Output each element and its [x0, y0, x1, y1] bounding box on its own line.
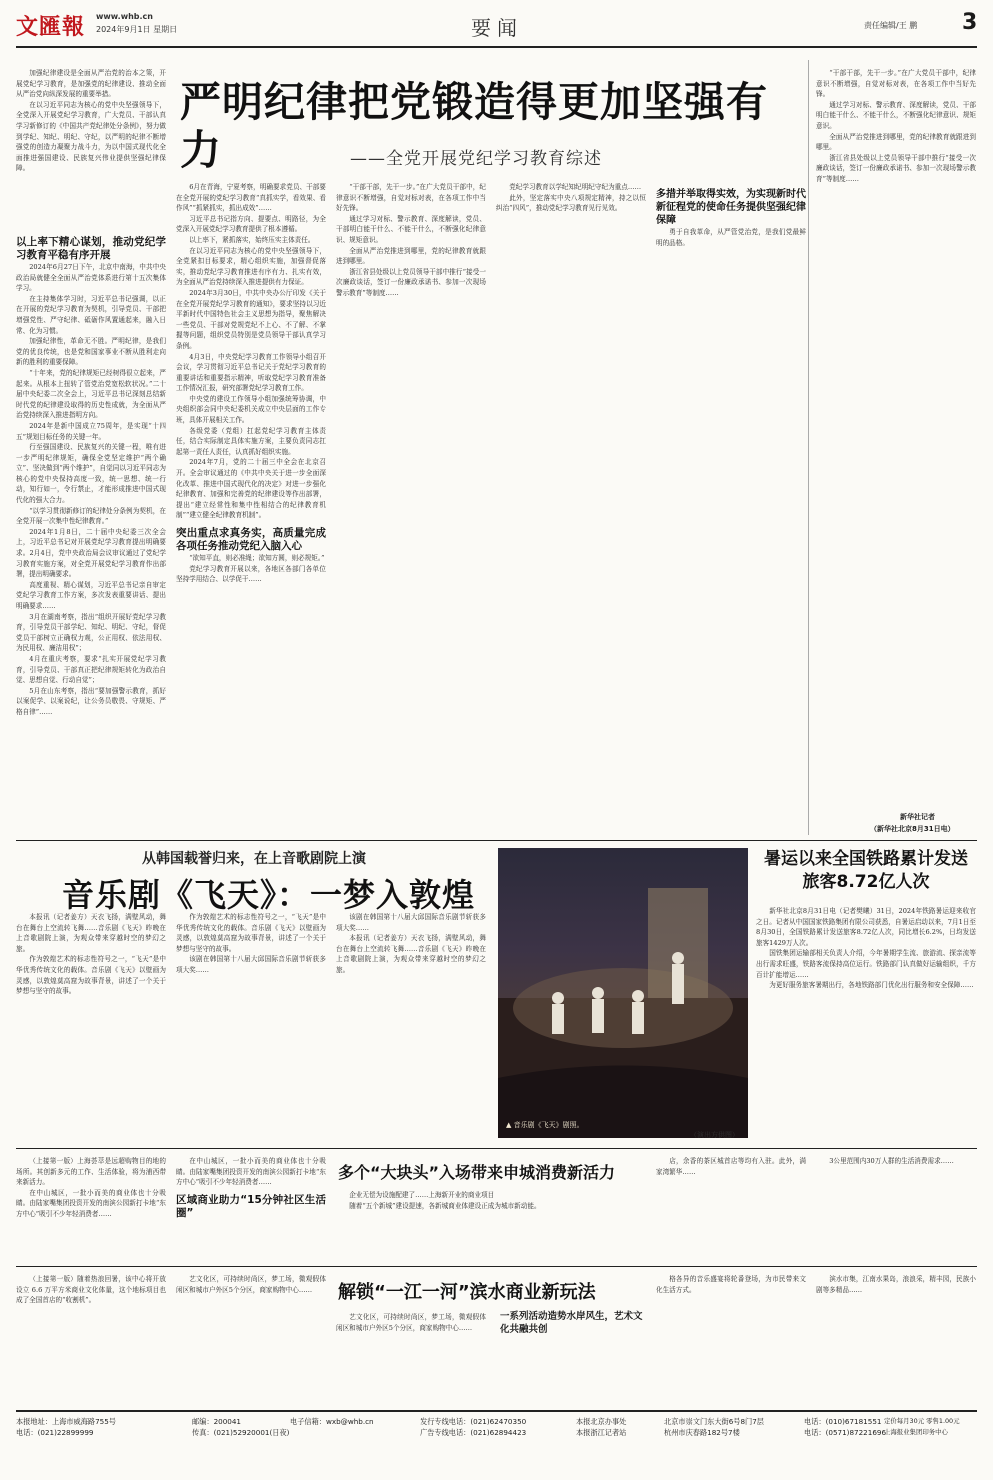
paragraph: 2024年是新中国成立75周年，是实现“十四五”规划目标任务的关键一年。 — [16, 421, 166, 441]
byline: 新华社记者 — [900, 813, 935, 821]
subhead-1: 以上率下精心谋划，推动党纪学习教育平稳有序开展 — [16, 236, 166, 261]
footer-zj: 本报浙江记者站 — [576, 1428, 627, 1437]
divider — [808, 60, 809, 835]
paragraph: 通过学习对标、警示教育、深度解读，党员、干部明白能干什么、不能干什么，不断强化纪律意识、规矩意识。 — [816, 100, 976, 130]
paragraph: “欲知平直，则必准绳；欲知方圆，则必规矩。” — [189, 554, 325, 562]
paragraph: 以上率下，紧抓落实，始终压实主体责任。 — [189, 235, 315, 244]
paragraph: 该剧在韩国第十八届大邱国际音乐剧节斩获多项大奖…… — [336, 913, 486, 932]
subhead-2: 突出重点求真务实，高质量完成各项任务推动党纪入脑入心 — [176, 527, 326, 552]
paragraph: “干部干部，先干一步。”在广大党员干部中，纪律意识不断增强，自觉对标对表，在各项工作中当好先锋。 — [336, 183, 486, 213]
paragraph: 为更好服务旅客暑期出行，各地铁路部门优化出行服务和安全保障…… — [769, 981, 974, 990]
story3-col-1 — [16, 1156, 166, 1260]
photo-caption: ▲ 音乐剧《飞天》剧照。 — [506, 1121, 584, 1129]
paragraph: 企业无偿为设施配建了……上海新开业的商业项目 — [349, 1191, 495, 1199]
footer-addr: 本报地址：上海市威海路755号 — [16, 1417, 116, 1426]
lead-subtitle: ——全党开展党纪学习教育综述 — [350, 149, 602, 169]
editor-credit: 责任编辑/王 鹏 — [864, 21, 918, 30]
section-divider — [16, 1148, 977, 1149]
paragraph: 本报讯（记者姜方）天衣飞扬，满壁风动，舞台在舞台上空流转飞舞……音乐剧《飞天》昨晚在上音歌剧院上演，为观众带来穿越时空的梦幻之旅。 — [16, 913, 166, 953]
lead-col-3 — [336, 182, 486, 830]
footer-address — [16, 1416, 186, 1438]
paragraph: 在中山城区，一批小而美的商业体也十分吸睛。由陆家嘴集团投资开发的南滨公园新打卡地“东方中心”吸引不少年轻消费者…… — [176, 1157, 326, 1187]
footer-hotlines — [420, 1416, 570, 1438]
story4-col-2 — [176, 1274, 326, 1400]
paragraph: 高度重视、精心谋划，习近平总书记亲自审定党纪学习教育工作方案，多次发表重要讲话、提出明确要求…… — [16, 580, 166, 610]
paragraph: 勇于自我革命，从严管党治党，是我们党最鲜明的品格。 — [656, 228, 806, 247]
footer-price — [884, 1416, 978, 1438]
masthead-rule — [16, 46, 977, 48]
paragraph: 2024年6月27日下午，北京中南海，中共中央政治局就健全全面从严治党体系进行第十五次集体学习。 — [16, 263, 166, 293]
paragraph: “干部干部，先干一步。”在广大党员干部中，纪律意识不断增强，自觉对标对表，在各项工作中当好先锋。 — [816, 69, 976, 99]
paragraph: 作为敦煌艺术的标志性符号之一，“飞天”是中华优秀传统文化的载体。音乐剧《飞天》以壁画为灵感，以敦煌莫高窟为故事背景，讲述了一个关于梦想与坚守的故事。 — [176, 913, 326, 953]
story3-col-2 — [176, 1156, 326, 1260]
paragraph: 全面从严治党推进到哪里，党的纪律教育就跟进到哪里。 — [816, 132, 976, 152]
paragraph: 在以习近平同志为核心的党中央坚强领导下，全党紧扣目标要求，精心组织实施，加强督促落实，推动党纪学习教育推进有序有力、扎实有效，为全面从严治党持续深入推进提供有力保证。 — [176, 246, 326, 287]
paragraph: 行至强国建设、民族复兴的关键一程，唯有进一步严明纪律规矩，确保全党坚定维护“两个确立”、坚决做到“两个维护”，自觉同以习近平同志为核心的党中央保持高度一致，统一思想、统一行动，知行如一，令行禁止，才能形成推进中国式现代化的强大合力。 — [16, 443, 166, 505]
section-title: 要闻 — [471, 16, 523, 40]
paragraph: （上接第一版）随着热浪回暑，该中心将开放设立 6.6 万平方米商业文化体量，这个地标项目也成了全国首店的“收割机”。 — [16, 1275, 166, 1305]
footer-email — [290, 1416, 430, 1427]
lead-col-1 — [16, 230, 166, 830]
paragraph: 浙江省县处级以上党员领导干部中推行“接受一次廉政谈话，签订一份廉政承诺书、参加一次现场警示教育”等制度…… — [816, 153, 976, 183]
paragraph: 6月在青海，宁夏考察，明确要求党员、干部要在全党开展的党纪学习教育“真抓实学，看效果、看作风”“抓紧抓实，抓出成效”…… — [176, 183, 326, 213]
feature-headline: 音乐剧《飞天》：一梦入敦煌 — [62, 876, 476, 914]
paragraph: 格各异的音乐盛宴将轮番登场，为市民带来文化生活方式。 — [656, 1275, 806, 1294]
paragraph: 新华社北京8月31日电（记者樊曦）31日，2024年铁路暑运迎来收官之日。记者从中国国家铁路集团有限公司获悉，自暑运启动以来，7月1日至8月30日，全国铁路累计发送旅客8.72亿人次，同比增长6.2%，日均发送旅客1429万人次。 — [756, 907, 976, 947]
paragraph: 店，余香的茶区城首店等均有入驻。此外，满家湾繁华…… — [656, 1157, 806, 1176]
story3-col-4 — [656, 1156, 806, 1260]
footer-offices — [576, 1416, 662, 1438]
paragraph: 此外，坚定落实中央八项规定精神，持之以恒纠治“四风”，推动党纪学习教育见行见效。 — [496, 193, 646, 213]
paragraph: 各级党委（党组）扛起党纪学习教育主体责任，结合实际制定具体实施方案，主要负责同志扛起第一责任人责任，认真抓好组织实施。 — [176, 426, 326, 456]
lead-col-5 — [656, 182, 806, 830]
story3-col-3 — [336, 1190, 646, 1260]
paragraph: 全面从严治党推进到哪里，党的纪律教育就跟进到哪里。 — [336, 246, 486, 266]
story4-col-3 — [336, 1312, 486, 1400]
footer-ad: 广告专线电话：(021)62894423 — [420, 1428, 527, 1437]
paragraph: 艺文化区，可持续时尚区，梦工场，微观假体闲区和城市户外区5个分区，商家购物中心…… — [336, 1313, 486, 1332]
paragraph: 3公里范围内30万人群的生活消费需求…… — [829, 1157, 954, 1165]
footer-office-addr — [664, 1416, 804, 1438]
paragraph: 党纪学习教育开展以来，各地区各部门各单位坚持学用结合、以学促干…… — [176, 564, 326, 584]
paragraph: “以学习贯彻新修订的纪律处分条例为契机，在全党开展一次集中性纪律教育。” — [16, 506, 166, 526]
footer-tel: 电话：(021)22899999 — [16, 1428, 94, 1437]
story4-headline: 解锁“一江一河”滨水商业新玩法 — [338, 1282, 596, 1303]
page-number: 3 — [962, 10, 978, 35]
feature-col-3 — [336, 912, 486, 1142]
paragraph: 4月3日，中央党纪学习教育工作领导小组召开会议，学习贯彻习近平总书记关于党纪学习教育的重要讲话和重要指示精神，听取党纪学习教育准备工作情况汇报，研究部署党纪学习教育工作。 — [176, 352, 326, 393]
lead-col-2 — [176, 182, 326, 830]
lead-headline: 严明纪律把党锻造得更加坚强有力 — [180, 78, 768, 174]
footer-rule — [16, 1410, 977, 1412]
paragraph: 2024年1月8日，二十届中央纪委三次全会上，习近平总书记对开展党纪学习教育提出明确要求。2月4日，党中央政治局会议审议通过了党纪学习教育实施方案，对全党开展党纪学习教育作出部署，提出明确要求。 — [16, 527, 166, 579]
dateline: （新华社北京8月31日电） — [870, 825, 955, 833]
story4-subhead: 一系列活动造势水岸风生，艺术文化共融共创 — [500, 1311, 643, 1335]
masthead — [16, 8, 976, 48]
issue-date: 2024年9月1日 星期日 — [96, 25, 178, 34]
paragraph: “十年来，党的纪律规矩已经树得很立起来，严起来。从根本上扭转了管党治党宽松软状况。”二十届中央纪委二次全会上，习近平总书记深刻总结新时代党的纪律建设取得的历史性成就，为全面从严治党持续深入推进指明方向。 — [16, 368, 166, 420]
stage-scene-illustration — [498, 848, 748, 1138]
site-url: www.whb.cn — [96, 12, 153, 21]
story4-col-4 — [656, 1274, 806, 1400]
paragraph: 2024年3月30日，中共中央办公厅印发《关于在全党开展党纪学习教育的通知》，要求坚持以习近平新时代中国特色社会主义思想为指导，聚焦解决一些党员、干部对党规党纪不上心、不了解、不掌握等问题，组织党员特别是党员领导干部认真学习条例。 — [176, 288, 326, 350]
paragraph: 本报讯（记者姜方）天衣飞扬，满壁风动，舞台在舞台上空流转飞舞……音乐剧《飞天》昨晚在上音歌剧院上演，为观众带来穿越时空的梦幻之旅。 — [336, 934, 486, 974]
newspaper-logo: 文匯報 — [16, 14, 86, 40]
paragraph: 加强纪律性，革命无不胜。严明纪律，是我们党的优良传统，也是党和国家事业不断从胜利走向新的胜利的重要保障。 — [16, 337, 166, 367]
paragraph: 中央党的建设工作领导小组加强统筹协调，中央组织部会同中央纪委机关成立中央层面的工作专班，具体开展相关工作。 — [176, 394, 326, 425]
story4-col-5 — [816, 1274, 976, 1400]
photo-credit: （演出方供图） — [690, 1131, 739, 1139]
subhead-3: 多措并举取得实效，为实现新时代新征程党的使命任务提供坚强纪律保障 — [656, 189, 806, 226]
section-divider — [16, 1266, 977, 1267]
footer-bj: 本报北京办事处 — [576, 1417, 627, 1426]
paragraph: 2024年7月，党的二十届三中全会在北京召开。全会审议通过的《中共中央关于进一步全面深化改革、推进中国式现代化的决定》对进一步强化纪律教育、加强和完善党的纪律建设等作出部署，提出“建立经常性和集中性相结合的纪律教育机制”“建立健全纪律教育机制”。 — [176, 458, 326, 520]
footer-bj-tel: 电话：(010)67181551 — [804, 1417, 882, 1426]
paragraph: 在主持集体学习时，习近平总书记强调，以正在开展的党纪学习教育为契机，引导党员、干部把增强党性、严守纪律、砥砺作风置通起来，融入日常、化为习惯。 — [16, 294, 166, 335]
footer-bj-addr: 北京市崇文门东大街6号8门7层 — [664, 1417, 764, 1426]
feature-col-1 — [16, 912, 166, 1142]
section-divider — [16, 840, 977, 841]
rail-body — [756, 906, 976, 1138]
lead-intro — [16, 68, 166, 226]
paragraph: 习近平总书记指方向、提要点、明路径，为全党深入开展党纪学习教育提供了根本遵循。 — [176, 214, 326, 234]
footer-fax: 传真：(021)52920001(日夜) — [192, 1428, 290, 1437]
paragraph: 在中山城区，一批小而美的商业体也十分吸睛。由陆家嘴集团投资开发的南滨公园新打卡地“东方中心”吸引不少年轻消费者…… — [16, 1188, 166, 1218]
footer-postcode: 邮编：200041 — [192, 1417, 242, 1426]
paragraph: 浙江省县处级以上党员领导干部中推行“接受一次廉政谈话，签订一份廉政承诺书、参加一次现场警示教育”等制度…… — [336, 267, 486, 297]
footer-zj-addr: 杭州市庆春路182号7楼 — [664, 1428, 740, 1437]
rail-news-box — [756, 848, 976, 1138]
paragraph: 党纪学习教育以学纪知纪明纪守纪为重点…… — [509, 183, 642, 191]
intro-paragraph: 加强纪律建设是全面从严治党的治本之策，开展党纪学习教育，是加强党的纪律建设、推动全面从严治党向纵深发展的重要举措。 — [16, 69, 166, 99]
intro-paragraph: 在以习近平同志为核心的党中央坚强领导下，全党深入开展党纪学习教育，广大党员、干部认真学习新修订的《中国共产党纪律处分条例》，努力做到学纪、知纪、明纪、守纪，以严明的纪律不断增强党的创造力凝聚力战斗力，为以中国式现代化全面推进强国建设、民族复兴伟业提供坚强纪律保障。 — [16, 100, 166, 173]
story4-col-1 — [16, 1274, 166, 1400]
lead-col-4 — [496, 182, 646, 830]
paragraph: 国铁集团运输部相关负责人介绍，今年暑期学生流、旅游流、探亲流等出行需求旺盛，铁路客流保持高位运行。铁路部门认真做好运输组织，千方百计扩能增运…… — [756, 949, 976, 979]
paragraph: 3月在湖南考察，指出“组织开展好党纪学习教育，引导党员干部学纪、知纪、明纪、守纪，督促党员干部树立正确权力观，公正用权、依法用权、为民用权、廉洁用权”； — [16, 612, 166, 653]
paragraph: 该剧在韩国第十八届大邱国际音乐剧节斩获多项大奖…… — [176, 955, 326, 974]
story3-col-5 — [816, 1156, 976, 1260]
footer-email-text: 电子信箱：wxb@whb.cn — [290, 1417, 374, 1426]
footer-zj-tel: 电话：(0571)87221696 — [804, 1428, 887, 1437]
paragraph: 4月在重庆考察，要求“扎实开展党纪学习教育，引导党员、干部真正把纪律规矩转化为政治自觉、思想自觉、行动自觉”； — [16, 654, 166, 685]
paragraph: （上接第一版）上海荟萃是远超购物目的地的场所。其创新多元的工作、生活体验，将为浦西带来新活力。 — [16, 1157, 166, 1187]
footer-dist: 发行专线电话：(021)62470350 — [420, 1417, 527, 1426]
story3-headline: 多个“大块头”入场带来申城消费新活力 — [338, 1163, 616, 1182]
paragraph: 通过学习对标、警示教育、深度解读，党员、干部明白能干什么、不能干什么，不断强化纪律意识、规矩意识。 — [336, 214, 486, 244]
feature-kicker: 从韩国载誉归来，在上音歌剧院上演 — [142, 851, 366, 867]
footer-post — [192, 1416, 290, 1438]
footer-price-text: 定价每月30元 零售1.00元 — [884, 1417, 960, 1425]
story3-subhead: 区域商业助力“15分钟社区生活圈” — [176, 1193, 326, 1219]
stage-photo — [498, 848, 748, 1138]
footer-print: 上海报业集团印务中心 — [884, 1428, 948, 1436]
lead-col-6 — [816, 68, 976, 808]
rail-headline: 暑运以来全国铁路累计发送旅客8.72亿人次 — [764, 849, 968, 892]
feature-col-2 — [176, 912, 326, 1142]
paragraph: 艺文化区，可持续时尚区，梦工场，微观假体闲区和城市户外区5个分区，商家购物中心…… — [176, 1275, 326, 1294]
paragraph: 5月在山东考察，指出“要加强警示教育，抓好以案促学、以案说纪，让公务员敬畏、守规矩、严格自律”…… — [16, 686, 166, 716]
paragraph: 作为敦煌艺术的标志性符号之一，“飞天”是中华优秀传统文化的载体。音乐剧《飞天》以壁画为灵感，以敦煌莫高窟为故事背景，讲述了一个关于梦想与坚守的故事。 — [16, 955, 166, 996]
paragraph: 随着“五个新城”建设提速，各新城商业体建设正成为城市新动能。 — [349, 1201, 541, 1210]
paragraph: 滨水市集，江南水果岛，浪浪采，精丰园，民族小剧等多精品…… — [816, 1275, 976, 1294]
